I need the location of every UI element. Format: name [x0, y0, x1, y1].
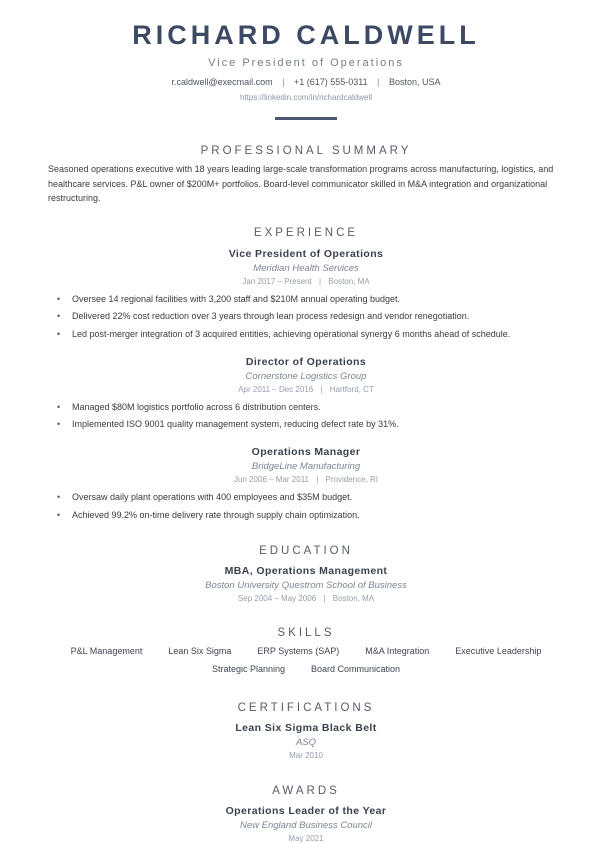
summary-text: Seasoned operations executive with 18 years leading large-scale transformation programs across manufacturing, logistics, and healthcare services. P&L owner of $200M+ portfolios. Board-level communicator skilled in M&A integration and organizational restructuring. [48, 164, 554, 203]
resume-header [48, 20, 564, 120]
bullet-icon: • [57, 492, 61, 502]
award-issuer: New England Business Council [239, 819, 373, 831]
job-bullet-text: Delivered 22% cost reduction over 3 years through lean process redesign and vendor renegotiation. [72, 311, 470, 321]
job-location: Hartford, CT [329, 384, 374, 394]
job-title: Vice President of Operations [228, 247, 384, 260]
separator: | [323, 593, 326, 603]
certification-title: Lean Six Sigma Black Belt [235, 721, 377, 734]
bullet-icon: • [57, 328, 61, 339]
education-location: Boston, MA [332, 593, 375, 603]
section-skills [48, 627, 564, 674]
separator: | [320, 384, 323, 394]
job-entry [48, 356, 564, 431]
education-school: Boston University Questrom School of Business [205, 579, 407, 591]
candidate-title: Vice President of Operations [208, 57, 404, 69]
linkedin-url[interactable]: https://linkedin.com/in/richardcaldwell [239, 93, 373, 102]
job-dates-location [48, 385, 564, 394]
education-dates: Sep 2004 – May 2006 [237, 593, 317, 603]
skills-row [48, 646, 564, 656]
job-bullet-text: Implemented ISO 9001 quality management system, reducing defect rate by 31%. [72, 419, 399, 429]
education-dates-location [48, 594, 564, 603]
contact-line [48, 77, 564, 87]
job-entry [48, 446, 564, 521]
job-bullet-list [48, 402, 564, 431]
section-experience [48, 227, 564, 521]
job-company: Cornerstone Logistics Group [245, 370, 367, 382]
bullet-icon: • [57, 419, 61, 429]
skill-item: Lean Six Sigma [168, 645, 232, 656]
job-bullet [48, 419, 564, 430]
section-education [48, 545, 564, 603]
separator: | [282, 77, 285, 87]
job-bullet-text: Oversee 14 regional facilities with 3,200 staff and $210M annual operating budget. [72, 293, 401, 304]
job-company: Meridian Health Services [253, 262, 359, 274]
job-location: Boston, MA [328, 276, 370, 286]
skill-item: ERP Systems (SAP) [257, 645, 340, 656]
separator: | [377, 77, 380, 87]
separator: | [318, 276, 322, 286]
job-title: Operations Manager [251, 446, 361, 458]
job-bullet-text: Managed $80M logistics portfolio across 6 distribution centers. [72, 401, 321, 412]
job-dates-location [48, 475, 564, 484]
section-heading-summary: PROFESSIONAL SUMMARY [200, 145, 412, 157]
section-heading-skills: SKILLS [277, 626, 335, 639]
skills-row [48, 664, 564, 674]
job-bullet-text: Oversaw daily plant operations with 400 employees and $35M budget. [72, 492, 353, 502]
skills-list [48, 646, 564, 674]
award-title: Operations Leader of the Year [225, 804, 387, 817]
section-heading-awards: AWARDS [272, 784, 340, 797]
job-bullet [48, 311, 564, 322]
skill-item: M&A Integration [365, 645, 430, 656]
bullet-icon: • [57, 293, 61, 304]
certification-date: Mar 2010 [289, 750, 323, 760]
contact-email: r.caldwell@execmail.com [171, 77, 273, 87]
bullet-icon: • [57, 509, 61, 520]
job-bullet-list [48, 492, 564, 521]
job-location: Providence, RI [325, 475, 379, 484]
section-heading-experience: EXPERIENCE [253, 226, 359, 239]
job-bullet [48, 294, 564, 305]
contact-location: Boston, USA [389, 77, 441, 87]
job-dates: Apr 2011 – Dec 2016 [238, 384, 314, 394]
section-heading-certifications: CERTIFICATIONS [237, 701, 375, 714]
skill-item: P&L Management [70, 645, 143, 656]
job-title: Director of Operations [245, 355, 367, 368]
education-degree: MBA, Operations Management [224, 564, 388, 577]
job-bullet-text: Led post-merger integration of 3 acquired entities, achieving operational synergy 6 months ahead of schedule. [72, 328, 511, 339]
certification-issuer: ASQ [295, 736, 317, 748]
section-summary [48, 145, 564, 206]
bullet-icon: • [57, 311, 61, 321]
job-bullet [48, 492, 564, 503]
job-entry [48, 248, 564, 340]
skill-item: Executive Leadership [455, 645, 542, 656]
section-awards [48, 785, 564, 843]
candidate-name: RICHARD CALDWELL [132, 20, 480, 50]
job-bullet-text: Achieved 99.2% on-time delivery rate through supply chain optimization. [72, 509, 360, 520]
bullet-icon: • [57, 401, 61, 412]
job-bullet [48, 510, 564, 521]
job-bullet [48, 402, 564, 413]
section-heading-education: EDUCATION [259, 544, 353, 557]
skill-item: Board Communication [311, 663, 401, 674]
job-bullet-list [48, 294, 564, 340]
header-divider [275, 117, 337, 120]
job-dates: Jan 2017 – Present [242, 276, 312, 286]
skill-item: Strategic Planning [211, 663, 285, 674]
job-bullet [48, 329, 564, 340]
job-company: BridgeLine Manufacturing [251, 461, 361, 472]
section-certifications [48, 702, 564, 760]
contact-phone: +1 (617) 555-0311 [294, 77, 368, 87]
job-dates: Jun 2006 – Mar 2011 [233, 475, 309, 484]
award-date: May 2021 [288, 833, 324, 843]
job-dates-location [48, 277, 564, 286]
separator: | [316, 475, 319, 484]
